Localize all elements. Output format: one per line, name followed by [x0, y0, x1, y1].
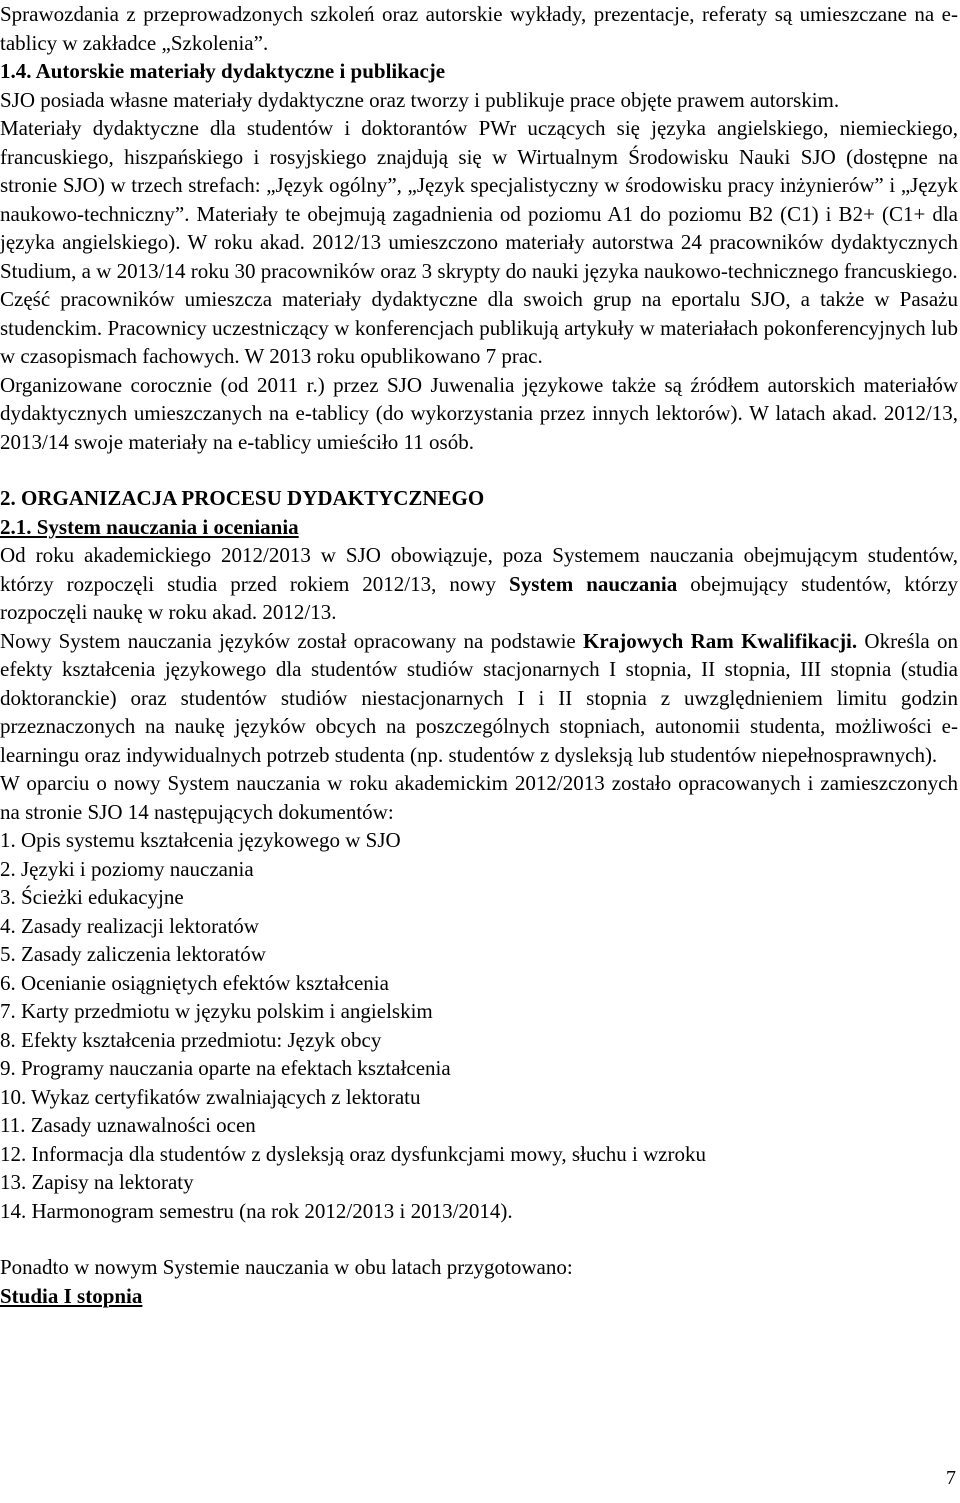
final-heading: Studia I stopnia	[0, 1283, 143, 1308]
spacer	[0, 456, 958, 484]
list-item: 4. Zasady realizacji lektoratów	[0, 913, 259, 938]
section-1-4-paragraph-2: Materiały dydaktyczne dla studentów i doktorantów PWr uczących się języka angielskiego, niemieckiego, francuskiego, hiszpańskiego i rosyjskiego znajdują się w Wirtualnym Środowisku Nauki SJO (dostępne na stronie SJO) w trzech strefach: „Język ogólny”, „Język specjalistyczny w środowisku pracy inżynierów” i „Język naukowo-techniczny”. Materiały te obejmują zagadnienia od poziomu A1 do poziomu B2 (C1) i B2+ (C1+ dla języka angielskiego). W roku akad. 2012/13 umieszczono materiały autorstwa 24 pracowników dydaktycznych Studium, a w 2013/14 roku 30 pracowników oraz 3 skrypty do nauki języka naukowo-technicznego francuskiego.	[0, 116, 958, 283]
section-1-4-paragraph-1: SJO posiada własne materiały dydaktyczne oraz tworzy i publikuje prace objęte prawem autorskim.	[0, 87, 840, 112]
list-item: 9. Programy nauczania oparte na efektach kształcenia	[0, 1056, 451, 1080]
page-number: 7	[946, 1467, 956, 1489]
para2-bold: Krajowych Ram Kwalifikacji.	[583, 628, 858, 653]
para1-bold: System nauczania	[509, 571, 678, 596]
para1-text-b: obejmujący studentów, którzy rozpoczęli naukę w roku akad. 2012/13.	[0, 571, 959, 624]
section-2-1-subheading: 2.1. System nauczania i oceniania	[0, 514, 299, 539]
para2-text-a: Nowy System nauczania języków został opracowany na podstawie	[0, 628, 584, 653]
para2-text-b: Określa on efekty kształcenia językowego dla studentów studiów stacjonarnych I stopnia, II stopnia, III stopnia (studia doktoranckie) oraz studentów studiów niestacjonarnych I i II stopnia z uwzględnieniem limitu godzin przeznaczonych na naukę języków obcych na poszczególnych stopniach, autonomii studenta, możliwości e-learningu oraz indywidualnych potrzeb studenta (np. studentów z dysleksją lub studentów niepełnosprawnych).	[0, 628, 959, 767]
list-item: 5. Zasady zaliczenia lektoratów	[0, 942, 266, 966]
list-item: 13. Zapisy na lektoraty	[0, 1170, 194, 1194]
list-item: 2. Języki i poziomy nauczania	[0, 856, 254, 881]
list-item: 3. Ścieżki edukacyjne	[0, 885, 184, 909]
spacer	[0, 1225, 958, 1253]
top-paragraph: Sprawozdania z przeprowadzonych szkoleń oraz autorskie wykłady, prezentacje, referaty są umieszczane na e-tablicy w zakładce „Szkolenia”.	[0, 2, 958, 55]
list-item: 1. Opis systemu kształcenia językowego w SJO	[0, 828, 401, 852]
section-1-4-heading: 1.4. Autorskie materiały dydaktyczne i publikacje	[0, 59, 446, 83]
list-item: 10. Wykaz certyfikatów zwalniających z lektoratu	[0, 1084, 421, 1109]
closing-paragraph: Ponadto w nowym Systemie nauczania w obu latach przygotowano:	[0, 1255, 573, 1279]
section-2-paragraph-3: W oparciu o nowy System nauczania w roku akademickim 2012/2013 zostało opracowanych i zamieszczonych na stronie SJO 14 następujących dokumentów:	[0, 771, 958, 824]
section-2-paragraph-1	[0, 541, 958, 627]
section-2-heading: 2. ORGANIZACJA PROCESU DYDAKTYCZNEGO	[0, 486, 485, 510]
list-item: 6. Ocenianie osiągniętych efektów kształcenia	[0, 970, 389, 995]
list-item: 8. Efekty kształcenia przedmiotu: Język obcy	[0, 1027, 382, 1052]
documents-list	[0, 826, 958, 1225]
list-item: 11. Zasady uznawalności ocen	[0, 1113, 256, 1137]
section-2-paragraph-2	[0, 627, 958, 770]
para1-text-a: Od roku akademickiego 2012/2013 w SJO obowiązuje, poza Systemem nauczania obejmującym studentów, którzy rozpoczęli studia przed rokiem 2012/13, nowy	[0, 543, 958, 596]
section-1-4-paragraph-4: Organizowane corocznie (od 2011 r.) przez SJO Juwenalia językowe także są źródłem autorskich materiałów dydaktycznych umieszczanych na e-tablicy (do wykorzystania przez innych lektorów). W latach akad. 2012/13, 2013/14 swoje materiały na e-tablicy umieściło 11 osób.	[0, 372, 958, 454]
list-item: 7. Karty przedmiotu w języku polskim i angielskim	[0, 999, 433, 1023]
section-1-4-paragraph-3: Część pracowników umieszcza materiały dydaktyczne dla swoich grup na eportalu SJO, a także w Pasażu studenckim. Pracownicy uczestniczący w konferencjach publikują artykuły w materiałach pokonferencyjnych lub w czasopismach fachowych. W 2013 roku opublikowano 7 prac.	[0, 287, 958, 368]
list-item: 12. Informacja dla studentów z dysleksją oraz dysfunkcjami mowy, słuchu i wzroku	[0, 1141, 707, 1166]
list-item: 14. Harmonogram semestru (na rok 2012/2013 i 2013/2014).	[0, 1198, 513, 1223]
